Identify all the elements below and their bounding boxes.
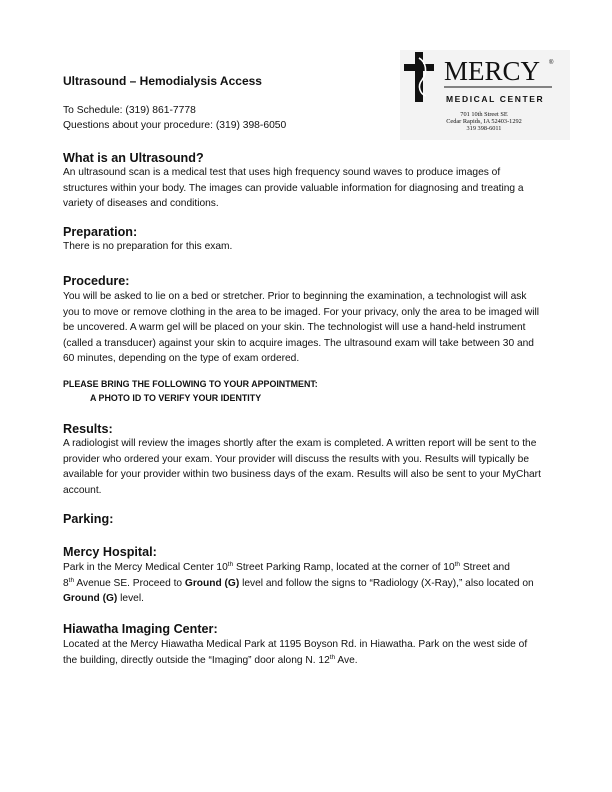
logo-registered: ®: [549, 60, 554, 66]
logo-address-2: Cedar Rapids, IA 52403-1292: [446, 118, 522, 125]
logo-name: MERCY: [444, 56, 541, 86]
paragraph-hiawatha: Located at the Mercy Hiawatha Medical Park at 1195 Boyson Rd. in Hiawatha. Park on the west side of the building, directly outside the “Imaging” door along N. 12th Ave.: [63, 639, 528, 666]
logo-subtitle: MEDICAL CENTER: [446, 94, 545, 104]
document-title: Ultrasound – Hemodialysis Access: [63, 74, 262, 88]
questions-phone: Questions about your procedure: (319) 398-6050: [63, 120, 287, 131]
paragraph-what-is-ultrasound: An ultrasound scan is a medical test that uses high frequency sound waves to produce images of structures within your body. The images can provide valuable information for diagnosing and treating a variety of diseases and conditions.: [63, 167, 524, 210]
paragraph-mercy-hospital: Park in the Mercy Medical Center 10th Street Parking Ramp, located at the corner of 10th Street and 8th Avenue SE. Proceed to Ground (G) level and follow the signs to “Radiology (X-Ray),” also located on Ground (G) level.: [63, 561, 534, 605]
mercy-logo: [400, 50, 570, 140]
paragraph-preparation: There is no preparation for this exam.: [63, 241, 233, 252]
heading-what-is-ultrasound: What is an Ultrasound?: [63, 151, 204, 165]
bring-notice: PLEASE BRING THE FOLLOWING TO YOUR APPOINTMENT:: [63, 379, 318, 389]
heading-parking: Parking:: [63, 512, 114, 526]
heading-mercy-hospital: Mercy Hospital:: [63, 545, 157, 559]
logo-phone: 319 398-6011: [466, 125, 502, 132]
heading-preparation: Preparation:: [63, 225, 138, 239]
schedule-phone: To Schedule: (319) 861-7778: [63, 105, 196, 116]
paragraph-procedure: You will be asked to lie on a bed or stretcher. Prior to beginning the examination, a technologist will ask you to move or remove clothing in the area to be imaged. For your privacy, only the area to be imaged will be uncovered. A warm gel will be placed on your skin. The technologist will use a hand-held instrument (called a transducer) against your skin to acquire images. The ultrasound exam will take between 30 and 60 minutes, depending on the type of exam ordered.: [63, 291, 540, 365]
bring-photo-id: A PHOTO ID TO VERIFY YOUR IDENTITY: [90, 393, 262, 403]
heading-procedure: Procedure:: [63, 274, 130, 288]
paragraph-results: A radiologist will review the images shortly after the exam is completed. A written report will be sent to the provider who ordered your exam. Your provider will discuss the results with you. Results will typically be available for your provider within two business days of the exam. Results will also be sent to your MyChart account.: [63, 438, 541, 496]
cross-icon: [404, 52, 434, 102]
logo-address-1: 701 10th Street SE: [460, 111, 508, 118]
heading-hiawatha: Hiawatha Imaging Center:: [63, 622, 218, 636]
heading-results: Results:: [63, 422, 113, 436]
